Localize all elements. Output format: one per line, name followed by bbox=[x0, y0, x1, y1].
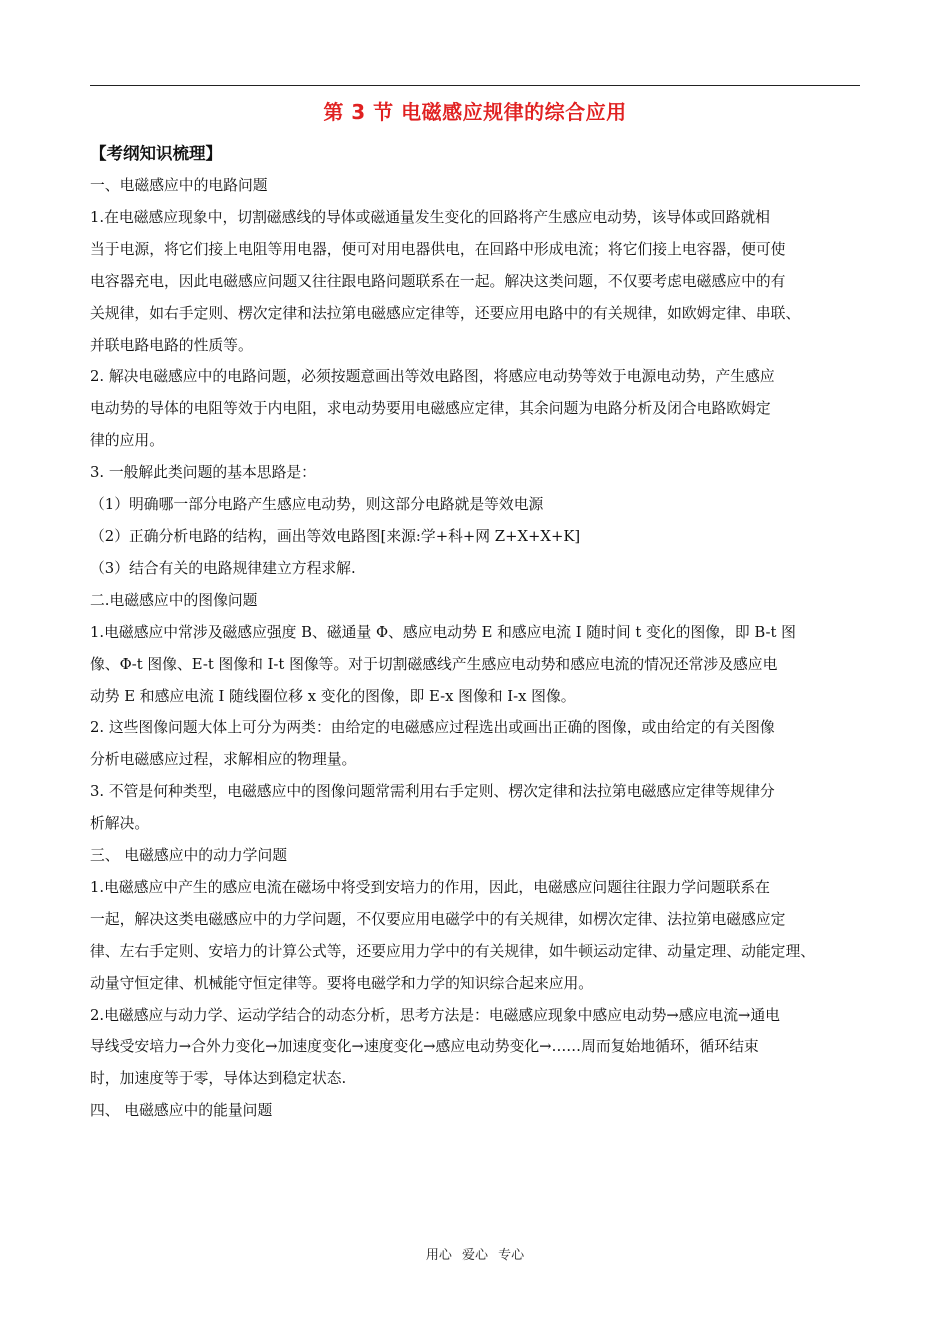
page-title: 第 3 节 电磁感应规律的综合应用 bbox=[323, 100, 627, 124]
text-line: 四、 电磁感应中的能量问题 bbox=[90, 1102, 273, 1120]
text-line: 1.电磁感应中产生的感应电流在磁场中将受到安培力的作用，因此，电磁感应问题往往跟力学问题联系在 bbox=[90, 878, 770, 896]
text-line: 分析电磁感应过程，求解相应的物理量。 bbox=[90, 751, 357, 769]
text-line: 3. 一般解此类问题的基本思路是： bbox=[90, 464, 316, 482]
text-line: 像、Φ-t 图像、E-t 图像和 I-t 图像等。对于切割磁感线产生感应电动势和感应电流的情况还常涉及感应电 bbox=[90, 655, 778, 673]
header-rule bbox=[90, 85, 860, 86]
text-line: 2. 解决电磁感应中的电路问题，必须按题意画出等效电路图，将感应电动势等效于电源电动势，产生感应 bbox=[90, 368, 775, 386]
text-line: （1）明确哪一部分电路产生感应电动势，则这部分电路就是等效电源 bbox=[90, 496, 544, 514]
text-line: （3）结合有关的电路规律建立方程求解. bbox=[90, 559, 356, 577]
text-line: 律、左右手定则、安培力的计算公式等，还要应用力学中的有关规律，如牛顿运动定律、动量定理、动能定理、 bbox=[90, 942, 816, 960]
document-body bbox=[90, 170, 862, 1127]
text-line: 2.电磁感应与动力学、运动学结合的动态分析，思考方法是：电磁感应现象中感应电动势→感应电流→通电 bbox=[90, 1006, 780, 1024]
text-line: 电动势的导体的电阻等效于内电阻，求电动势要用电磁感应定律，其余问题为电路分析及闭合电路欧姆定 bbox=[90, 400, 771, 418]
text-line: 动势 E 和感应电流 I 随线圈位移 x 变化的图像，即 E-x 图像和 I-x 图像。 bbox=[90, 687, 576, 705]
text-line: 电容器充电，因此电磁感应问题又往往跟电路问题联系在一起。解决这类问题，不仅要考虑电磁感应中的有 bbox=[90, 272, 786, 290]
text-line: 导线受安培力→合外力变化→加速度变化→速度变化→感应电动势变化→……周而复始地循环，循环结束 bbox=[90, 1038, 759, 1056]
text-line: 律的应用。 bbox=[90, 432, 164, 450]
text-line: 3. 不管是何种类型，电磁感应中的图像问题常需利用右手定则、楞次定律和法拉第电磁感应定律等规律分 bbox=[90, 783, 775, 801]
text-line: 当于电源，将它们接上电阻等用电器，便可对用电器供电，在回路中形成电流；将它们接上电容器，便可使 bbox=[90, 240, 786, 258]
section-heading: 【考纲知识梳理】 bbox=[90, 144, 222, 163]
text-line: 1.电磁感应中常涉及磁感应强度 B、磁通量 Φ、感应电动势 E 和感应电流 I 随时间 t 变化的图像，即 B-t 图 bbox=[90, 623, 796, 641]
text-line: 并联电路电路的性质等。 bbox=[90, 336, 253, 354]
text-line: 三、 电磁感应中的动力学问题 bbox=[90, 847, 288, 865]
text-line: 动量守恒定律、机械能守恒定律等。要将电磁学和力学的知识综合起来应用。 bbox=[90, 974, 594, 992]
text-line: 1.在电磁感应现象中，切割磁感线的导体或磁通量发生变化的回路将产生感应电动势，该导体或回路就相 bbox=[90, 208, 770, 226]
text-line: 二.电磁感应中的图像问题 bbox=[90, 591, 258, 609]
text-line: 一、电磁感应中的电路问题 bbox=[90, 177, 268, 194]
text-line: 一起，解决这类电磁感应中的力学问题，不仅要应用电磁学中的有关规律，如楞次定律、法拉第电磁感应定 bbox=[90, 910, 786, 928]
text-line: 时，加速度等于零，导体达到稳定状态. bbox=[90, 1070, 347, 1088]
text-line: 2. 这些图像问题大体上可分为两类：由给定的电磁感应过程选出或画出正确的图像，或由给定的有关图像 bbox=[90, 719, 775, 737]
text-line: （2）正确分析电路的结构，画出等效电路图[来源:学+科+网 Z+X+X+K] bbox=[90, 527, 581, 545]
page-footer: 用心 爱心 专心 bbox=[425, 1248, 525, 1263]
text-line: 析解决。 bbox=[90, 815, 150, 833]
text-line: 关规律，如右手定则、楞次定律和法拉第电磁感应定律等，还要应用电路中的有关规律，如欧姆定律、串联、 bbox=[90, 304, 801, 322]
